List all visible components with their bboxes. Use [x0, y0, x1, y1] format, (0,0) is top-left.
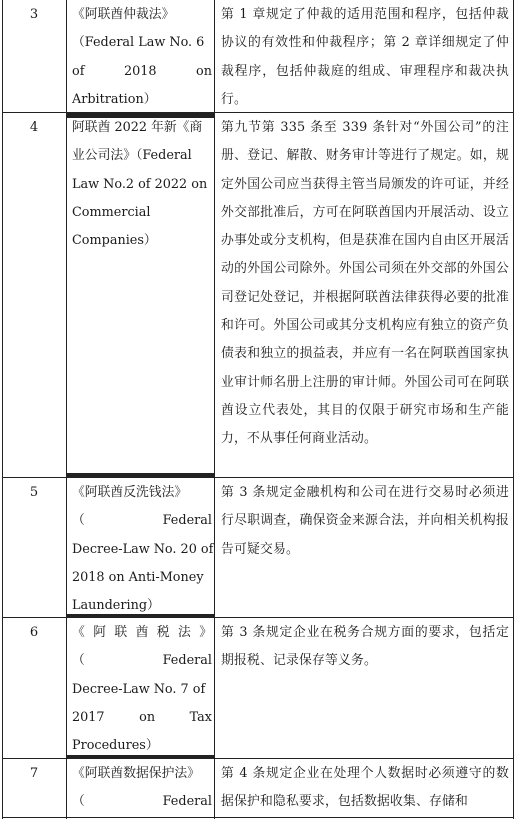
regulation-table: [2, 0, 514, 819]
row-number: 4: [29, 120, 39, 135]
law-name-line: Laundering）: [72, 598, 160, 614]
law-description: 第 3 条规定金融机构和公司在进行交易时必须进行尽职调查，确保资金来源合法，并向相关机构报告可疑交易。: [221, 485, 509, 557]
column-divider-1: [66, 0, 67, 819]
law-name-line: Decree-Law No. 20 of: [72, 541, 214, 557]
column-divider-2: [214, 0, 215, 819]
law-name: [72, 0, 212, 114]
law-name-line: Commercial: [72, 204, 151, 220]
law-name-line: 2018 on Anti-Money: [72, 569, 204, 585]
row-number: 6: [29, 625, 39, 640]
row-number: 5: [29, 485, 39, 500]
law-name-line: 业公司法》（Federal: [72, 148, 192, 164]
law-name-line: Companies）: [72, 233, 157, 249]
law-name-line: Law No.2 of 2022 on: [72, 176, 208, 192]
law-name-line: 阿联酋 2022 年新《商: [72, 120, 203, 135]
law-name-line: of 2018 on: [72, 63, 212, 79]
law-name: [72, 113, 212, 255]
law-name-line: （ Federal: [72, 794, 212, 810]
law-name-line: （ Federal: [72, 513, 212, 529]
table-border-bottom: [2, 817, 514, 818]
law-description: 第 3 条规定企业在税务合规方面的要求，包括定期报税、记录保存等义务。: [221, 625, 509, 669]
law-name-line: Arbitration）: [72, 91, 157, 107]
law-name: [72, 478, 212, 620]
law-description: 第 4 条规定企业在处理个人数据时必须遵守的数据保护和隐私要求，包括数据收集、存储和: [221, 766, 509, 810]
law-description: 第九节第 335 条至 339 条针对“外国公司”的注册、登记、解散、财务审计等进行了规定。如，规定外国公司应当获得主管当局颁发的许可证，并经外交部批准后，方可在阿联酋国内开展活动、设立办事处或分支机构，但是获准在国内自由区开展活动的外国公司除外。外国公司须在外交部的外国公司登记处登记，并根据阿联酋法律获得必要的批准和许可。外国公司或其分支机构应有独立的资产负债表和独立的损益表，并应有一名在阿联酋国家执业审计师名册上注册的审计师。外国公司可在阿联酋设立代表处，其目的仅限于研究市场和生产能力，不从事任何商业活动。: [221, 120, 509, 447]
law-name-line: 《阿联酋数据保护法》: [72, 766, 200, 781]
law-name-line: 《阿联酋税法》: [72, 625, 212, 640]
law-description: 第 1 章规定了仲裁的适用范围和程序，包括仲裁协议的有效性和仲裁程序；第 2 章详细规定了仲裁程序，包括仲裁庭的组成、审理程序和裁决执行。: [221, 7, 509, 107]
law-name-line: 2017 on Tax: [72, 709, 212, 725]
row-number: 7: [29, 766, 39, 781]
law-name-line: 《阿联酋反洗钱法》: [72, 485, 188, 500]
law-name-line: （ Federal: [72, 653, 212, 669]
law-name-line: 《阿联酋仲裁法》: [72, 7, 175, 22]
law-name-line: （Federal Law No. 6: [72, 35, 205, 51]
law-name-line: Decree-Law No. 7 of: [72, 681, 206, 697]
row-number: 3: [29, 7, 39, 22]
law-name-line: Procedures）: [72, 738, 159, 754]
law-name: [72, 618, 212, 760]
law-name: [72, 759, 212, 817]
table-border-right: [513, 0, 514, 819]
